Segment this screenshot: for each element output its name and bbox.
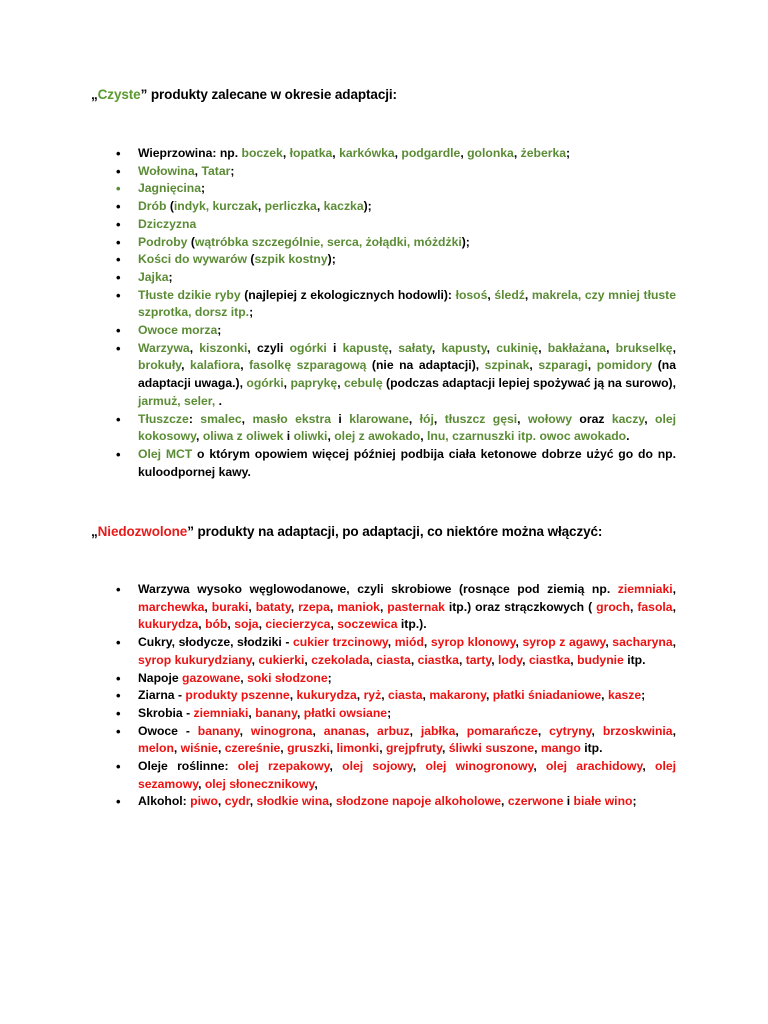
forbidden-product: białe wino: [573, 794, 633, 809]
list-text: ,: [394, 146, 402, 160]
forbidden-product: ciastka: [417, 652, 459, 667]
list-text: ,: [487, 287, 495, 302]
list-text: i: [326, 340, 343, 355]
list-item: [138, 670, 676, 688]
section-heading-clean: [91, 87, 397, 102]
recommended-product: kalafiora: [190, 358, 241, 373]
recommended-product: kiszonki: [199, 340, 248, 355]
list-text: ,: [533, 759, 546, 774]
list-text: ,: [534, 741, 541, 756]
list-text: ,: [412, 759, 426, 774]
forbidden-product: tarty: [465, 652, 492, 667]
list-item: [138, 340, 676, 411]
forbidden-product: brzoskwinia: [602, 723, 673, 738]
recommended-product: masło ekstra: [252, 411, 332, 426]
forbidden-product: ziemniaki: [617, 582, 673, 596]
list-item: [138, 145, 676, 163]
list-text: ,: [248, 705, 256, 720]
forbidden-product: czekolada: [311, 652, 370, 667]
forbidden-product: produkty pszenne: [185, 688, 290, 703]
list-text: ,: [381, 688, 388, 703]
forbidden-product: bób: [205, 617, 228, 632]
list-text: ,: [280, 741, 288, 756]
forbidden-product: bataty: [255, 599, 291, 614]
recommended-product: kaczka: [323, 199, 364, 214]
list-text: Ziarna -: [138, 688, 186, 703]
forbidden-product: syrop z agawy: [522, 635, 606, 650]
forbidden-product: miód: [394, 635, 424, 650]
forbidden-product: banany: [255, 705, 297, 720]
recommended-product: perliczka: [264, 199, 317, 214]
list-text: (: [166, 199, 174, 214]
list-text: ,: [329, 741, 337, 756]
forbidden-product: lody: [498, 652, 523, 667]
recommended-product: Owoce morza: [138, 323, 218, 338]
heading-rest: ” produkty na adaptacji, po adaptacji, co niektóre można włączyć:: [187, 524, 603, 539]
recommended-product: tłuszcz gęsi: [444, 411, 518, 426]
forbidden-product: mango: [540, 741, 581, 756]
list-text: );: [461, 234, 470, 249]
list-text: ,: [517, 411, 528, 426]
list-text: ,: [240, 670, 248, 685]
recommended-product: kaczy: [611, 411, 645, 426]
forbidden-product: banany: [197, 723, 240, 738]
recommended-product: łosoś: [455, 287, 488, 302]
recommended-product: pomidory: [596, 358, 653, 373]
list-item: [138, 269, 676, 287]
forbidden-product: limonki: [336, 741, 380, 756]
recommended-product: jarmuż, seler,: [138, 393, 219, 408]
forbidden-product: ciecierzyca: [265, 617, 331, 632]
recommended-product: cukinię: [496, 340, 539, 355]
list-text: .: [234, 146, 239, 160]
forbidden-product: ciasta: [387, 688, 423, 703]
heading-open-quote: „: [91, 87, 98, 102]
recommended-product: Kości do wywarów: [138, 252, 248, 267]
recommended-product: szpinak: [484, 358, 530, 373]
list-text: ,: [379, 741, 386, 756]
list-text: ,: [329, 794, 336, 809]
list-text: itp.: [623, 652, 646, 667]
list-text: ,: [420, 429, 428, 444]
list-text: ,: [672, 599, 676, 614]
list-text: :: [188, 411, 201, 426]
list-text: ,: [181, 358, 191, 373]
list-text: ,: [606, 340, 616, 355]
list-item: [138, 234, 676, 252]
recommended-product: Tłuste dzikie ryby: [138, 287, 241, 302]
forbidden-product: olej winogronowy: [425, 759, 534, 774]
list-text: ,: [423, 635, 431, 650]
list-text: ;: [217, 323, 222, 338]
list-text: itp.: [580, 741, 603, 756]
heading-open-quote: „: [91, 524, 98, 539]
forbidden-product: marchewka: [138, 599, 205, 614]
list-text: ,: [316, 199, 324, 214]
list-text: ,: [239, 723, 251, 738]
forbidden-product: buraki: [211, 599, 249, 614]
recommended-product: ogórki: [246, 376, 284, 391]
recommended-product: bakłażana: [547, 340, 607, 355]
list-text: ,: [524, 287, 532, 302]
recommended-product: ogórki: [289, 340, 327, 355]
forbidden-product: grejpfruty: [385, 741, 442, 756]
list-text: ,: [283, 376, 291, 391]
recommended-product: kapusty: [441, 340, 487, 355]
list-text: .: [218, 393, 223, 408]
list-text: itp.) oraz strączkowych (: [444, 599, 597, 614]
forbidden-product: jabłka: [420, 723, 456, 738]
list-text: ,: [591, 723, 603, 738]
recommended-product: Drób: [138, 199, 167, 214]
list-text: ,: [460, 146, 468, 160]
recommended-product: oliwa z oliwek: [202, 429, 284, 444]
forbidden-product: melon: [138, 741, 174, 756]
list-text: ,: [486, 688, 493, 703]
forbidden-product: czereśnie: [224, 741, 281, 756]
list-item: [138, 251, 676, 269]
list-text: ,: [332, 146, 340, 160]
recommended-product: karkówka: [339, 146, 395, 160]
list-text: ,: [529, 358, 539, 373]
list-text: );: [363, 199, 372, 214]
recommended-product: olej kokosowy: [138, 411, 676, 444]
list-text: ,: [408, 411, 420, 426]
forbidden-product: fasola: [637, 599, 673, 614]
list-text: ;: [230, 163, 235, 178]
recommended-product: wątróbka szczególnie, serca, żołądki, móżdżki: [194, 234, 462, 249]
list-text: ,: [410, 652, 418, 667]
list-text: ,: [330, 617, 338, 632]
recommended-product: szparagi: [538, 358, 588, 373]
list-text: ,: [433, 411, 445, 426]
list-item: [138, 758, 676, 793]
recommended-product: oliwki: [293, 429, 328, 444]
list-text: ,: [672, 723, 676, 738]
recommended-product: Wołowina: [138, 163, 195, 178]
recommended-product: łój: [419, 411, 434, 426]
list-text: ,: [173, 741, 181, 756]
list-text: ,: [387, 635, 395, 650]
forbidden-product: ciastka: [528, 652, 571, 667]
forbidden-product: gruszki: [287, 741, 330, 756]
list-text: ;: [632, 794, 637, 809]
list-text: ,: [672, 635, 676, 650]
recommended-product: brukselkę: [615, 340, 673, 355]
recommended-product: boczek: [238, 146, 283, 160]
list-item: [138, 723, 676, 758]
forbidden-product: pasternak: [387, 599, 445, 614]
forbidden-product: makarony: [429, 688, 486, 703]
list-text: ,: [327, 429, 335, 444]
list-text: ,: [522, 652, 529, 667]
list-text: ,: [458, 652, 466, 667]
list-text: .: [626, 429, 630, 444]
list-text: ,: [196, 429, 203, 444]
forbidden-product: olej arachidowy: [545, 759, 643, 774]
list-text: ;: [249, 305, 254, 320]
list-text: Warzywa wysoko węglowodanowe, czyli skrobiowe (rosnące pod ziemią np.: [138, 582, 618, 596]
recommended-product: Jajka: [138, 269, 169, 284]
recommended-product: Podroby: [138, 234, 188, 249]
forbidden-product: olej słonecznikowy: [204, 776, 315, 791]
list-text: ,: [409, 723, 421, 738]
forbidden-product: budynie: [577, 652, 624, 667]
list-text: ,: [217, 794, 225, 809]
recommended-product: sałaty: [398, 340, 432, 355]
forbidden-product: olej rzepakowy: [237, 759, 330, 774]
list-text: ,: [249, 794, 257, 809]
clean-products-list: [138, 145, 676, 481]
list-text: (nie na adaptacji),: [366, 358, 485, 373]
forbidden-product: cukierki: [258, 652, 305, 667]
recommended-product: Dziczyzna: [138, 216, 197, 231]
list-text: );: [327, 252, 336, 267]
list-text: ,: [441, 741, 449, 756]
forbidden-product: ananas: [323, 723, 366, 738]
list-text: ;: [201, 181, 206, 196]
recommended-product: lnu, czarnuszki itp. owoc awokado: [427, 429, 627, 444]
recommended-product: makrela, czy mniej tłuste szprotka, dorsz itp.: [138, 287, 677, 320]
list-text: ,: [486, 340, 497, 355]
forbidden-product: soja: [234, 617, 259, 632]
list-item: [138, 446, 676, 481]
list-item: [138, 322, 676, 340]
list-text: Owoce -: [138, 723, 198, 738]
list-text: itp.).: [397, 617, 427, 632]
list-text: ,: [329, 599, 338, 614]
list-text: ,: [379, 599, 388, 614]
list-text: (najlepiej z ekologicznych hodowli):: [240, 287, 456, 302]
list-item: [138, 705, 676, 723]
list-text: ,: [282, 146, 290, 160]
recommended-product: cebulę: [344, 376, 383, 391]
list-text: ,: [227, 617, 235, 632]
list-text: ,: [296, 705, 304, 720]
list-text: i: [283, 429, 294, 444]
list-text: oraz: [571, 411, 612, 426]
list-text: ,: [337, 376, 344, 391]
recommended-product: fasolkę szparagową: [249, 358, 367, 373]
forbidden-product: płatki owsiane: [303, 705, 388, 720]
list-text: ;: [641, 688, 646, 703]
list-item: [138, 793, 676, 811]
list-item: [138, 411, 676, 446]
list-text: ,: [356, 688, 364, 703]
forbidden-product: słodkie wina: [256, 794, 330, 809]
list-text: ,: [289, 688, 297, 703]
list-text: (: [247, 252, 255, 267]
list-text: ,: [501, 794, 508, 809]
list-text: ,: [251, 652, 259, 667]
list-text: ,: [189, 340, 200, 355]
list-text: ,: [587, 358, 597, 373]
list-text: ,: [672, 340, 676, 355]
recommended-product: paprykę: [290, 376, 338, 391]
list-text: ,: [290, 599, 299, 614]
list-text: ,: [198, 776, 205, 791]
forbidden-product: sacharyna: [612, 635, 673, 650]
list-text: ,: [248, 599, 256, 614]
list-text: ,: [455, 723, 467, 738]
list-item: [138, 634, 676, 669]
list-item: [138, 581, 676, 634]
list-text: , czyli: [247, 340, 290, 355]
forbidden-product: groch: [596, 599, 630, 614]
list-text: ;: [566, 146, 571, 160]
list-text: i: [563, 794, 574, 809]
recommended-product: klarowane: [349, 411, 409, 426]
forbidden-product: kasze: [607, 688, 642, 703]
forbidden-product: kukurydza: [138, 617, 199, 632]
list-text: ,: [388, 340, 399, 355]
forbidden-product: soczewica: [337, 617, 398, 632]
list-text: ,: [204, 599, 212, 614]
list-item: [138, 287, 676, 322]
list-text: (podczas adaptacji lepiej spożywać ją na surowo),: [382, 376, 676, 391]
recommended-product: łopatka: [289, 146, 333, 160]
list-item: [138, 216, 676, 234]
forbidden-product: kukurydza: [296, 688, 357, 703]
recommended-product: golonka: [467, 146, 514, 160]
recommended-product: olej z awokado: [334, 429, 421, 444]
list-text: ,: [422, 688, 430, 703]
forbidden-product: cukier trzcinowy: [293, 635, 388, 650]
forbidden-product: maniok: [337, 599, 380, 614]
recommended-product: Jagnięcina: [138, 181, 201, 196]
list-text: Wieprzowina: np: [138, 146, 235, 160]
heading-highlight-forbidden: Niedozwolone: [97, 524, 188, 539]
recommended-product: wołowy: [527, 411, 572, 426]
heading-rest: ” produkty zalecane w okresie adaptacji:: [140, 87, 397, 102]
list-text: ,: [241, 411, 253, 426]
forbidden-product: śliwki suszone: [448, 741, 535, 756]
forbidden-product: olej sezamowy: [138, 759, 677, 791]
forbidden-product: rzepa: [298, 599, 330, 614]
list-text: ,: [515, 635, 523, 650]
list-text: ,: [605, 635, 613, 650]
recommended-product: smalec: [200, 411, 242, 426]
list-item: [138, 180, 676, 198]
recommended-product: Olej MCT: [138, 446, 193, 461]
list-text: ,: [570, 652, 578, 667]
list-text: (na adaptacji uwaga.),: [138, 358, 677, 391]
list-text: i: [331, 411, 350, 426]
forbidden-product: ciasta: [376, 652, 411, 667]
list-text: Napoje: [138, 670, 183, 685]
recommended-product: kapustę: [342, 340, 389, 355]
list-text: ,: [644, 411, 655, 426]
list-text: ,: [198, 617, 206, 632]
forbidden-product: wiśnie: [180, 741, 218, 756]
forbidden-product: piwo: [190, 794, 218, 809]
list-text: ,: [642, 759, 656, 774]
forbidden-product: syrop kukurydziany: [138, 652, 252, 667]
forbidden-product: ryż: [363, 688, 382, 703]
recommended-product: Tatar: [201, 163, 231, 178]
list-text: Skrobia -: [138, 705, 194, 720]
list-text: ,: [537, 723, 550, 738]
recommended-product: brokuły: [138, 358, 182, 373]
list-text: ,: [312, 723, 324, 738]
list-text: Alkohol:: [138, 794, 191, 809]
list-text: ,: [258, 617, 266, 632]
recommended-product: Tłuszcze: [138, 411, 189, 426]
list-item: [138, 198, 676, 216]
forbidden-product: soki słodzone: [247, 670, 328, 685]
list-text: ;: [168, 269, 173, 284]
forbidden-product: cytryny: [549, 723, 592, 738]
forbidden-product: słodzone napoje alkoholowe: [335, 794, 502, 809]
list-text: ,: [369, 652, 377, 667]
forbidden-product: gazowane: [182, 670, 241, 685]
list-text: o którym opowiem więcej później podbija ciała ketonowe dobrze użyć go do np. kuloodpornej kawy.: [138, 446, 676, 479]
forbidden-product: winogrona: [250, 723, 313, 738]
list-item: [138, 687, 676, 705]
list-text: ,: [431, 340, 442, 355]
list-item: [138, 163, 676, 181]
recommended-product: śledź: [494, 287, 525, 302]
recommended-product: żeberka: [520, 146, 567, 160]
list-text: ,: [513, 146, 521, 160]
recommended-product: indyk, kurczak: [173, 199, 258, 214]
list-text: Cukry, słodycze, słodziki -: [138, 635, 293, 650]
forbidden-product: olej sojowy: [342, 759, 413, 774]
list-text: ,: [329, 759, 343, 774]
section-heading-forbidden: [91, 524, 602, 539]
list-text: ,: [672, 582, 676, 596]
list-text: ,: [257, 199, 265, 214]
list-text: ,: [240, 358, 250, 373]
list-text: ,: [491, 652, 499, 667]
forbidden-product: czerwone: [507, 794, 564, 809]
forbidden-product: pomarańcze: [466, 723, 538, 738]
forbidden-products-list: [138, 581, 676, 811]
recommended-product: podgardle: [401, 146, 461, 160]
forbidden-product: cydr: [224, 794, 250, 809]
heading-highlight-clean: Czyste: [97, 87, 141, 102]
list-text: Oleje roślinne:: [138, 759, 238, 774]
list-text: ,: [217, 741, 225, 756]
list-text: ,: [314, 776, 318, 791]
list-text: ;: [327, 670, 332, 685]
recommended-product: szpik kostny: [254, 252, 328, 267]
list-text: ,: [304, 652, 312, 667]
list-text: ,: [538, 340, 548, 355]
forbidden-product: ziemniaki: [193, 705, 249, 720]
list-text: ,: [601, 688, 608, 703]
list-text: ;: [387, 705, 392, 720]
list-text: (: [187, 234, 195, 249]
list-text: ,: [194, 163, 202, 178]
forbidden-product: syrop klonowy: [430, 635, 516, 650]
forbidden-product: arbuz: [377, 723, 410, 738]
recommended-product: Warzywa: [138, 340, 190, 355]
forbidden-product: płatki śniadaniowe: [492, 688, 602, 703]
list-text: ,: [365, 723, 378, 738]
list-text: ,: [629, 599, 638, 614]
